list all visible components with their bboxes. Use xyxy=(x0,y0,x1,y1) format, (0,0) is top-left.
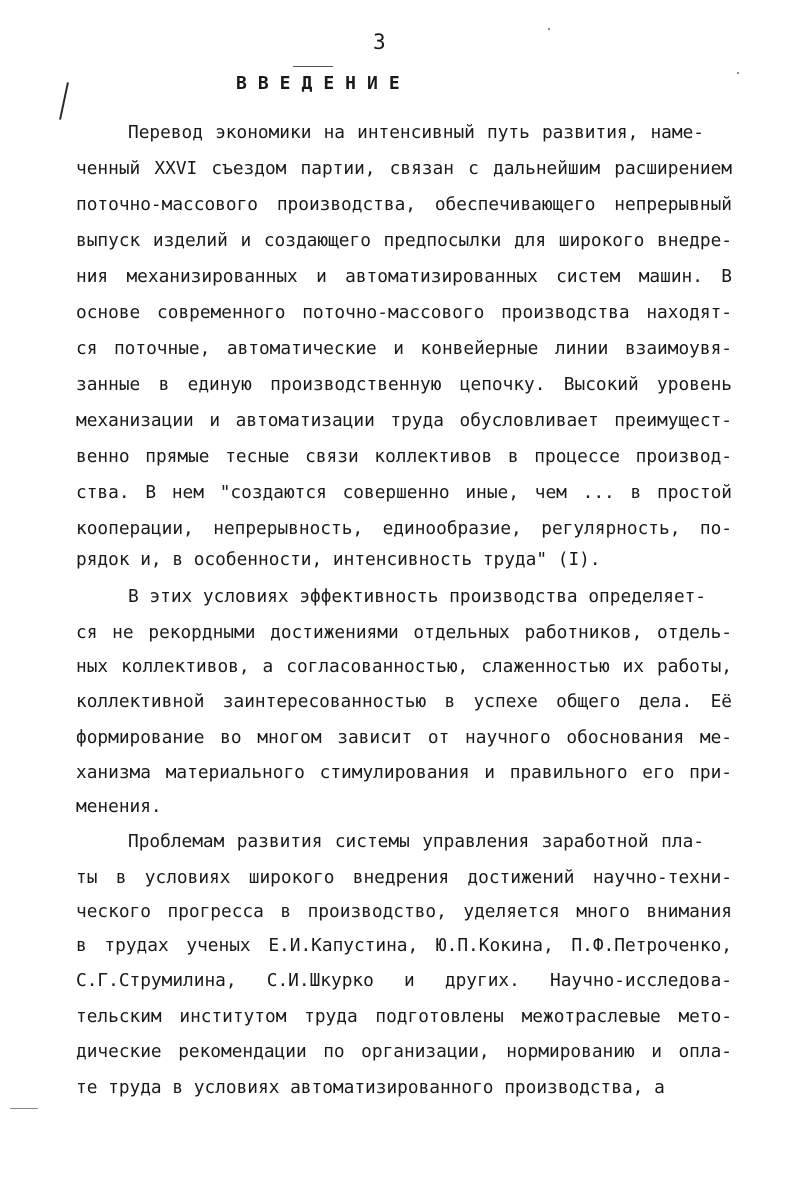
text-line: ства. В нем "создаются совершенно иные, чем ... в простой xyxy=(76,482,732,503)
scan-speck xyxy=(548,28,550,30)
text-line: поточно-массового производства, обеспечивающего непрерывный xyxy=(76,194,732,215)
text-line: ных коллективов, а согласованностью, слаженностью их работы, xyxy=(76,656,732,677)
section-heading: ВВЕДЕНИЕ xyxy=(236,73,411,94)
text-line: ческого прогресса в производство, уделяется много внимания xyxy=(76,901,732,922)
text-line: занные в единую производственную цепочку. Высокий уровень xyxy=(76,374,732,395)
text-line: ты в условиях широкого внедрения достижений научно-техни- xyxy=(76,867,732,888)
margin-dash-mark xyxy=(10,1108,38,1109)
text-line: ся не рекордными достижениями отдельных работников, отдель- xyxy=(76,622,732,643)
text-line: В этих условиях эффективность производства определяет- xyxy=(128,586,707,607)
page-number: 3 xyxy=(373,30,386,54)
text-line: те труда в условиях автоматизированного производства, а xyxy=(76,1077,665,1098)
text-line: ченный XXVI съездом партии, связан с дальнейшим расширением xyxy=(76,158,732,179)
text-line: формирование во многом зависит от научного обоснования ме- xyxy=(76,727,732,748)
text-line: Проблемам развития системы управления заработной пла- xyxy=(128,831,704,852)
text-line: тельским институтом труда подготовлены межотраслевые мето- xyxy=(76,1006,732,1027)
text-line: ния механизированных и автоматизированных систем машин. В xyxy=(76,266,732,287)
scan-speck xyxy=(737,72,739,74)
overline-mark xyxy=(293,66,333,67)
text-line: ханизма материального стимулирования и правильного его при- xyxy=(76,762,732,783)
text-line: механизации и автоматизации труда обусловливает преимущест- xyxy=(76,410,732,431)
text-line: основе современного поточно-массового производства находят- xyxy=(76,302,732,323)
text-line: венно прямые тесные связи коллективов в процессе производ- xyxy=(76,446,732,467)
text-line: коллективной заинтересованностью в успехе общего дела. Её xyxy=(76,691,732,712)
text-line: Перевод экономики на интенсивный путь развития, наме- xyxy=(128,122,704,143)
text-line: С.Г.Струмилина, С.И.Шкурко и других. Научно-исследова- xyxy=(76,970,732,991)
text-line: рядок и, в особенности, интенсивность труда" (I). xyxy=(76,549,601,570)
text-line: ся поточные, автоматические и конвейерные линии взаимоувя- xyxy=(76,338,732,359)
text-line: менения. xyxy=(76,796,162,817)
text-line: дические рекомендации по организации, нормированию и опла- xyxy=(76,1041,732,1062)
text-line: в трудах ученых Е.И.Капустина, Ю.П.Кокина, П.Ф.Петроченко, xyxy=(76,935,732,956)
text-line: кооперации, непрерывность, единообразие, регулярность, по- xyxy=(76,518,732,539)
text-line: выпуск изделий и создающего предпосылки для широкого внедре- xyxy=(76,230,732,251)
margin-pen-mark xyxy=(59,82,69,120)
